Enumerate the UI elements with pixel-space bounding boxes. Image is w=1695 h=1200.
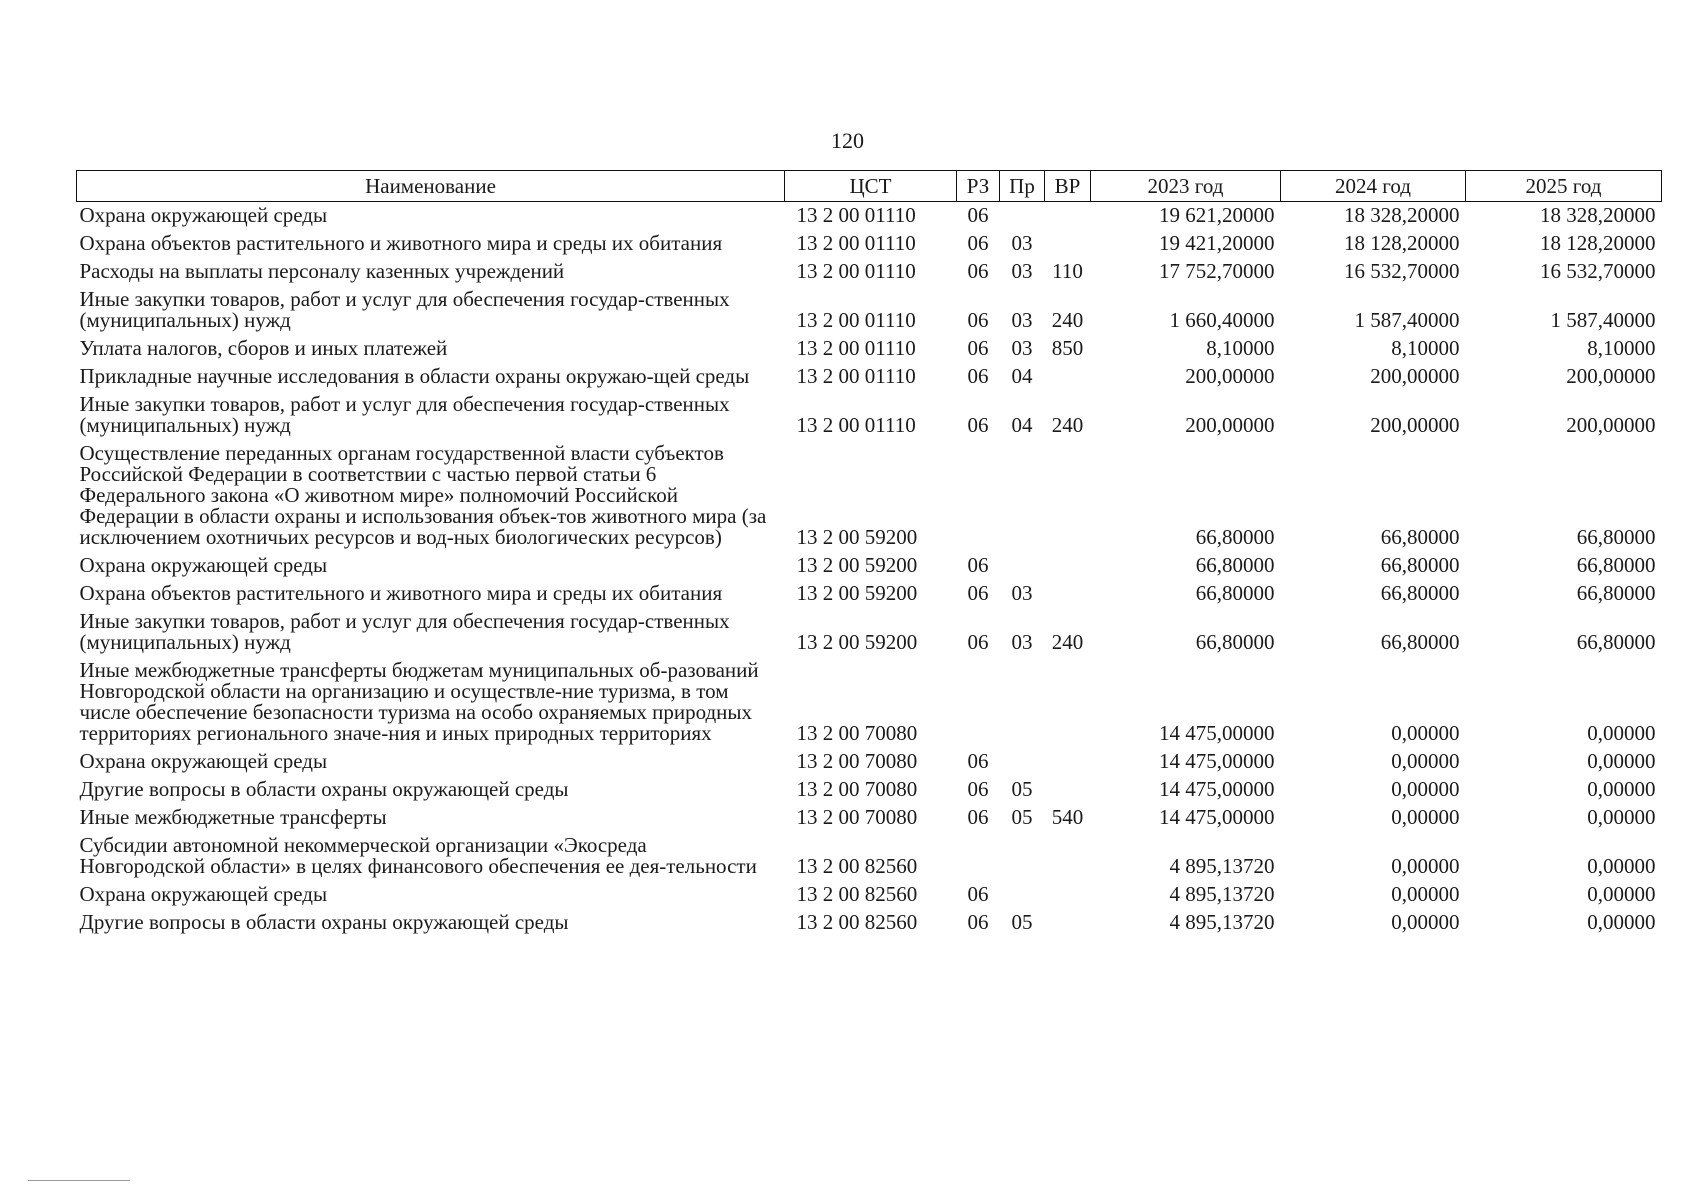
row-name: Охрана объектов растительного и животного мира и среды их обитания [79,581,723,605]
row-expense-type-code: 240 [1051,413,1084,437]
row-section-code: 06 [967,749,989,773]
row-expense-type-code [1045,776,1091,804]
row-amount-2025: 0,00000 [1587,721,1656,745]
row-name: Охрана окружающей среды [79,749,328,773]
row-amount-2023: 14 475,00000 [1159,777,1275,801]
row-amount-2024: 200,00000 [1370,413,1460,437]
table-row [77,748,1662,776]
row-cst-code: 13 2 00 01110 [796,231,916,255]
table-row [77,552,1662,580]
header-vr: ВР [1045,171,1091,202]
row-cst-code: 13 2 00 01110 [796,413,916,437]
row-amount-2023: 66,80000 [1195,581,1275,605]
row-expense-type-code [1045,363,1091,391]
row-name: Охрана окружающей среды [79,203,328,227]
row-amount-2023: 19 421,20000 [1159,231,1275,255]
row-amount-2024: 8,10000 [1391,336,1460,360]
table-row [77,804,1662,832]
row-subsection-code: 03 [1011,581,1033,605]
row-subsection-code [1000,832,1045,881]
row-expense-type-code [1045,832,1091,881]
row-expense-type-code [1045,552,1091,580]
header-cst: ЦСТ [785,171,957,202]
row-amount-2024: 18 328,20000 [1344,203,1460,227]
row-amount-2023: 4 895,13720 [1169,910,1275,934]
table-row [77,657,1662,748]
row-cst-code: 13 2 00 01110 [796,203,916,227]
row-cst-code: 13 2 00 01110 [796,364,916,388]
row-cst-code: 13 2 00 70080 [796,805,918,829]
row-subsection-code: 03 [1011,630,1033,654]
row-subsection-code: 05 [1011,777,1033,801]
row-amount-2025: 8,10000 [1587,336,1656,360]
row-amount-2025: 66,80000 [1576,525,1656,549]
row-section-code: 06 [967,203,989,227]
row-expense-type-code [1045,657,1091,748]
row-subsection-code: 03 [1011,231,1033,255]
row-amount-2024: 18 128,20000 [1344,231,1460,255]
row-section-code: 06 [967,364,989,388]
row-expense-type-code [1045,230,1091,258]
row-amount-2025: 0,00000 [1587,882,1656,906]
row-subsection-code [1000,440,1045,552]
row-cst-code: 13 2 00 70080 [796,721,918,745]
row-cst-code: 13 2 00 01110 [796,308,916,332]
row-expense-type-code [1045,580,1091,608]
row-name: Субсидии автономной некоммерческой организации «Экосреда Новгородской области» в целях финансового обеспечения ее дея-тельности [79,833,757,878]
footer-rule [28,1180,130,1181]
row-amount-2025: 0,00000 [1587,749,1656,773]
row-cst-code: 13 2 00 59200 [796,553,918,577]
header-name: Наименование [77,171,785,202]
table-row [77,608,1662,657]
row-subsection-code: 04 [1011,364,1033,388]
row-amount-2023: 66,80000 [1195,630,1275,654]
row-amount-2023: 14 475,00000 [1159,805,1275,829]
row-section-code: 06 [967,777,989,801]
row-name: Иные закупки товаров, работ и услуг для обеспечения государ-ственных (муниципальных) нужд [79,287,730,332]
row-section-code: 06 [967,581,989,605]
table-row [77,832,1662,881]
row-expense-type-code: 850 [1051,336,1084,360]
row-cst-code: 13 2 00 01110 [796,336,916,360]
row-amount-2023: 1 660,40000 [1169,308,1275,332]
row-amount-2023: 17 752,70000 [1159,259,1275,283]
row-section-code: 06 [967,336,989,360]
row-name: Другие вопросы в области охраны окружающей среды [79,777,569,801]
row-expense-type-code [1045,881,1091,909]
table-row [77,202,1662,231]
row-expense-type-code: 110 [1052,259,1083,283]
row-amount-2025: 200,00000 [1566,413,1656,437]
row-amount-2025: 0,00000 [1587,854,1656,878]
table-row [77,776,1662,804]
row-cst-code: 13 2 00 82560 [796,910,918,934]
row-expense-type-code [1045,748,1091,776]
row-amount-2024: 0,00000 [1391,805,1460,829]
row-cst-code: 13 2 00 59200 [796,581,918,605]
row-cst-code: 13 2 00 70080 [796,777,918,801]
table-body [77,202,1662,938]
row-section-code: 06 [967,231,989,255]
table-row [77,391,1662,440]
row-section-code: 06 [967,413,989,437]
row-amount-2025: 0,00000 [1587,910,1656,934]
row-name: Охрана объектов растительного и животного мира и среды их обитания [79,231,723,255]
row-cst-code: 13 2 00 59200 [796,525,918,549]
row-amount-2023: 66,80000 [1195,525,1275,549]
row-section-code: 06 [967,553,989,577]
row-amount-2024: 66,80000 [1380,553,1460,577]
table-row [77,230,1662,258]
row-section-code: 06 [967,259,989,283]
row-amount-2024: 66,80000 [1380,581,1460,605]
row-cst-code: 13 2 00 01110 [796,259,916,283]
row-section-code: 06 [967,882,989,906]
row-amount-2025: 0,00000 [1587,777,1656,801]
row-expense-type-code: 240 [1051,630,1084,654]
row-subsection-code: 03 [1011,259,1033,283]
row-amount-2025: 66,80000 [1576,553,1656,577]
row-subsection-code [1000,881,1045,909]
row-subsection-code [1000,202,1045,231]
header-pr: Пр [1000,171,1045,202]
page-number: 120 [831,128,864,153]
row-amount-2024: 66,80000 [1380,630,1460,654]
table-row [77,881,1662,909]
row-subsection-code: 05 [1011,805,1033,829]
row-amount-2023: 8,10000 [1206,336,1275,360]
row-subsection-code [1000,552,1045,580]
row-cst-code: 13 2 00 70080 [796,749,918,773]
row-name: Иные межбюджетные трансферты [79,805,387,829]
row-name: Другие вопросы в области охраны окружающей среды [79,910,569,934]
row-section-code: 06 [967,630,989,654]
row-name: Уплата налогов, сборов и иных платежей [79,336,448,360]
row-name: Прикладные научные исследования в области охраны окружаю-щей среды [79,364,750,388]
row-amount-2025: 16 532,70000 [1540,259,1656,283]
header-2023: 2023 год [1091,171,1281,202]
row-amount-2025: 66,80000 [1576,581,1656,605]
row-amount-2024: 0,00000 [1391,721,1460,745]
row-amount-2023: 4 895,13720 [1169,882,1275,906]
table-row [77,363,1662,391]
table-row [77,286,1662,335]
table-row [77,258,1662,286]
row-amount-2024: 66,80000 [1380,525,1460,549]
row-amount-2023: 4 895,13720 [1169,854,1275,878]
row-name: Иные закупки товаров, работ и услуг для обеспечения государ-ственных (муниципальных) нужд [79,609,730,654]
row-name: Расходы на выплаты персоналу казенных учреждений [79,259,565,283]
header-rz: РЗ [957,171,1000,202]
row-section-code [957,440,1000,552]
row-subsection-code [1000,657,1045,748]
row-section-code [957,657,1000,748]
row-section-code [957,832,1000,881]
row-amount-2024: 0,00000 [1391,910,1460,934]
row-cst-code: 13 2 00 82560 [796,882,918,906]
table-row [77,335,1662,363]
table-row [77,909,1662,937]
row-name: Иные межбюджетные трансферты бюджетам муниципальных об-разований Новгородской области на организацию и осуществле-ние туризма, в том числе обеспечение безопасности туризма на особо охраняемых природных территориях регионального значе-ния и иных природных территориях [79,658,759,745]
table-header [77,171,1662,202]
row-expense-type-code: 540 [1051,805,1084,829]
row-amount-2024: 0,00000 [1391,854,1460,878]
row-amount-2023: 14 475,00000 [1159,721,1275,745]
row-subsection-code [1000,748,1045,776]
table-row [77,440,1662,552]
row-amount-2025: 18 128,20000 [1540,231,1656,255]
row-amount-2023: 19 621,20000 [1159,203,1275,227]
header-2024: 2024 год [1281,171,1466,202]
table-row [77,580,1662,608]
row-name: Охрана окружающей среды [79,553,328,577]
row-name: Охрана окружающей среды [79,882,328,906]
row-subsection-code: 03 [1011,308,1033,332]
row-amount-2024: 0,00000 [1391,882,1460,906]
row-cst-code: 13 2 00 59200 [796,630,918,654]
row-subsection-code: 05 [1011,910,1033,934]
budget-table [76,170,1662,937]
row-section-code: 06 [967,910,989,934]
row-expense-type-code: 240 [1051,308,1084,332]
row-subsection-code: 03 [1011,336,1033,360]
row-expense-type-code [1045,440,1091,552]
row-section-code: 06 [967,308,989,332]
row-amount-2025: 0,00000 [1587,805,1656,829]
row-amount-2024: 1 587,40000 [1354,308,1460,332]
row-amount-2025: 200,00000 [1566,364,1656,388]
row-amount-2024: 0,00000 [1391,749,1460,773]
row-cst-code: 13 2 00 82560 [796,854,918,878]
row-amount-2023: 14 475,00000 [1159,749,1275,773]
row-amount-2024: 200,00000 [1370,364,1460,388]
row-subsection-code: 04 [1011,413,1033,437]
row-amount-2024: 16 532,70000 [1344,259,1460,283]
row-expense-type-code [1045,202,1091,231]
row-expense-type-code [1045,909,1091,937]
row-amount-2025: 1 587,40000 [1550,308,1656,332]
row-amount-2023: 200,00000 [1185,364,1275,388]
row-name: Осуществление переданных органам государственной власти субъектов Российской Федерации в соответствии с частью первой статьи 6 Федерального закона «О животном мире» полномочий Российской Федерации в области охраны и использования объек-тов животного мира (за исключением охотничьих ресурсов и вод-ных биологических ресурсов) [79,441,767,549]
row-amount-2023: 66,80000 [1195,553,1275,577]
row-amount-2025: 18 328,20000 [1540,203,1656,227]
row-amount-2024: 0,00000 [1391,777,1460,801]
row-amount-2025: 66,80000 [1576,630,1656,654]
header-2025: 2025 год [1466,171,1662,202]
row-name: Иные закупки товаров, работ и услуг для обеспечения государ-ственных (муниципальных) нужд [79,392,730,437]
row-section-code: 06 [967,805,989,829]
row-amount-2023: 200,00000 [1185,413,1275,437]
